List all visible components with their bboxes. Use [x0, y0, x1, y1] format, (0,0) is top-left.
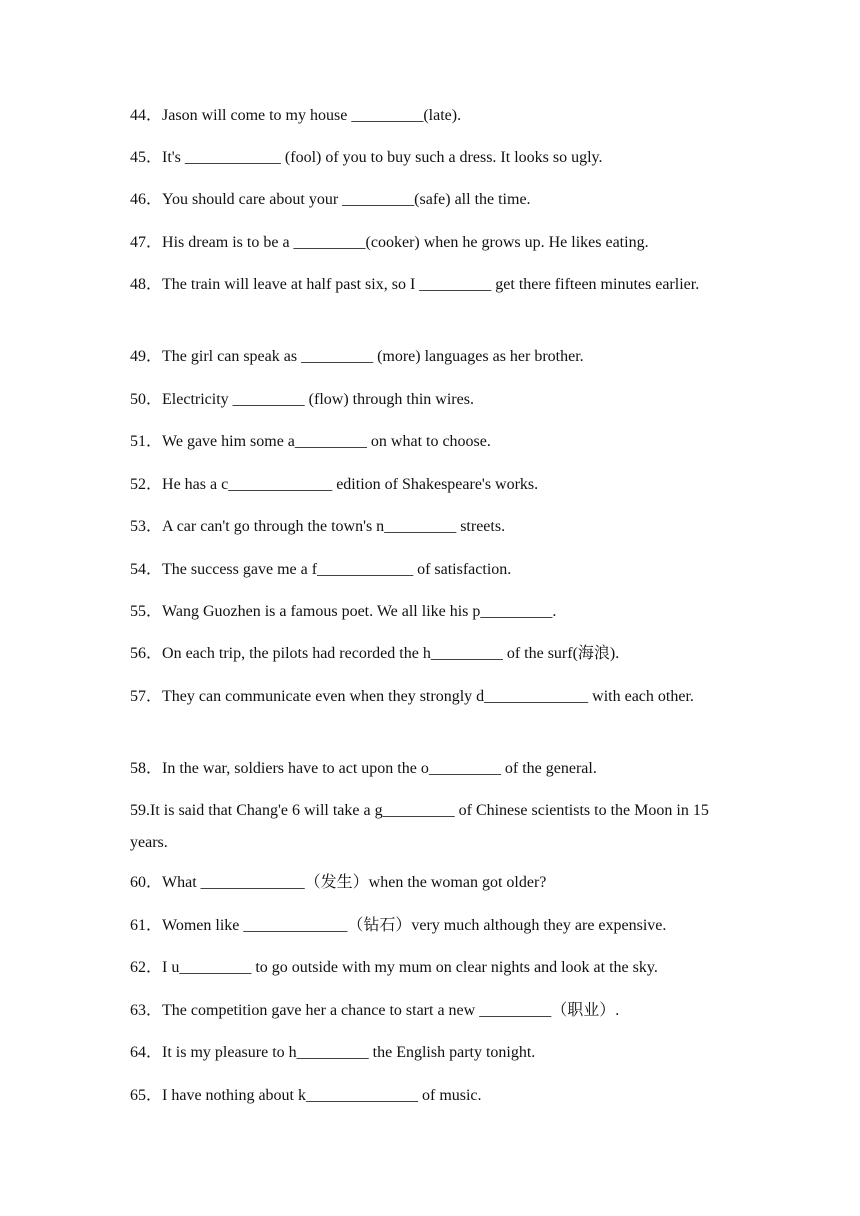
question-65: 65．I have nothing about k______________ of music. [130, 1080, 732, 1112]
question-53: 53．A car can't go through the town's n_________ streets. [130, 511, 732, 543]
answer-blank[interactable]: _________ [351, 107, 424, 124]
question-47: 47．His dream is to be a _________(cooker) when he grows up. He likes eating. [130, 227, 732, 259]
answer-blank[interactable]: _________ [479, 1002, 552, 1019]
answer-blank[interactable]: _________ [382, 802, 455, 819]
answer-blank[interactable]: _________ [419, 276, 492, 293]
question-44: 44．Jason will come to my house _________(late). [130, 100, 732, 132]
answer-blank[interactable]: _________ [179, 959, 252, 976]
answer-blank[interactable]: _____________ [243, 917, 348, 934]
question-55: 55．Wang Guozhen is a famous poet. We all like his p_________. [130, 596, 732, 628]
answer-blank[interactable]: _________ [384, 518, 457, 535]
question-50: 50．Electricity _________ (flow) through thin wires. [130, 384, 732, 416]
answer-blank[interactable]: _________ [342, 191, 415, 208]
question-62: 62．I u_________ to go outside with my mum on clear nights and look at the sky. [130, 952, 732, 984]
answer-blank[interactable]: _________ [296, 1044, 369, 1061]
question-61: 61．Women like _____________（钻石）very much although they are expensive. [130, 910, 732, 942]
answer-blank[interactable]: _________ [480, 603, 553, 620]
answer-blank[interactable]: _________ [301, 348, 374, 365]
question-58: 58．In the war, soldiers have to act upon the o_________ of the general. [130, 753, 732, 785]
question-64: 64．It is my pleasure to h_________ the English party tonight. [130, 1037, 732, 1069]
question-56: 56．On each trip, the pilots had recorded the h_________ of the surf(海浪). [130, 638, 732, 670]
question-51: 51．We gave him some a_________ on what to choose. [130, 426, 732, 458]
question-49: 49．The girl can speak as _________ (more) languages as her brother. [130, 341, 732, 373]
question-59: 59.It is said that Chang'e 6 will take a g_________ of Chinese scientists to the Moon in 15 years. [130, 795, 732, 859]
answer-blank[interactable]: _________ [430, 645, 503, 662]
answer-blank[interactable]: _________ [294, 433, 367, 450]
answer-blank[interactable]: _____________ [228, 476, 333, 493]
answer-blank[interactable]: _________ [232, 391, 305, 408]
question-63: 63．The competition gave her a chance to start a new _________（职业）. [130, 995, 732, 1027]
question-54: 54．The success gave me a f____________ of satisfaction. [130, 554, 732, 586]
answer-blank[interactable]: ____________ [184, 149, 281, 166]
answer-blank[interactable]: ______________ [305, 1087, 418, 1104]
answer-blank[interactable]: _________ [428, 760, 501, 777]
answer-blank[interactable]: _________ [293, 234, 366, 251]
answer-blank[interactable]: _____________ [200, 874, 305, 891]
question-48: 48．The train will leave at half past six, so I _________ get there fifteen minutes earlier. [130, 269, 732, 301]
question-60: 60．What _____________（发生）when the woman got older? [130, 867, 732, 899]
answer-blank[interactable]: ____________ [317, 561, 414, 578]
answer-blank[interactable]: _____________ [484, 688, 589, 705]
question-52: 52．He has a c_____________ edition of Shakespeare's works. [130, 469, 732, 501]
question-57: 57．They can communicate even when they strongly d_____________ with each other. [130, 681, 732, 713]
question-46: 46．You should care about your _________(safe) all the time. [130, 184, 732, 216]
question-45: 45．It's ____________ (fool) of you to buy such a dress. It looks so ugly. [130, 142, 732, 174]
